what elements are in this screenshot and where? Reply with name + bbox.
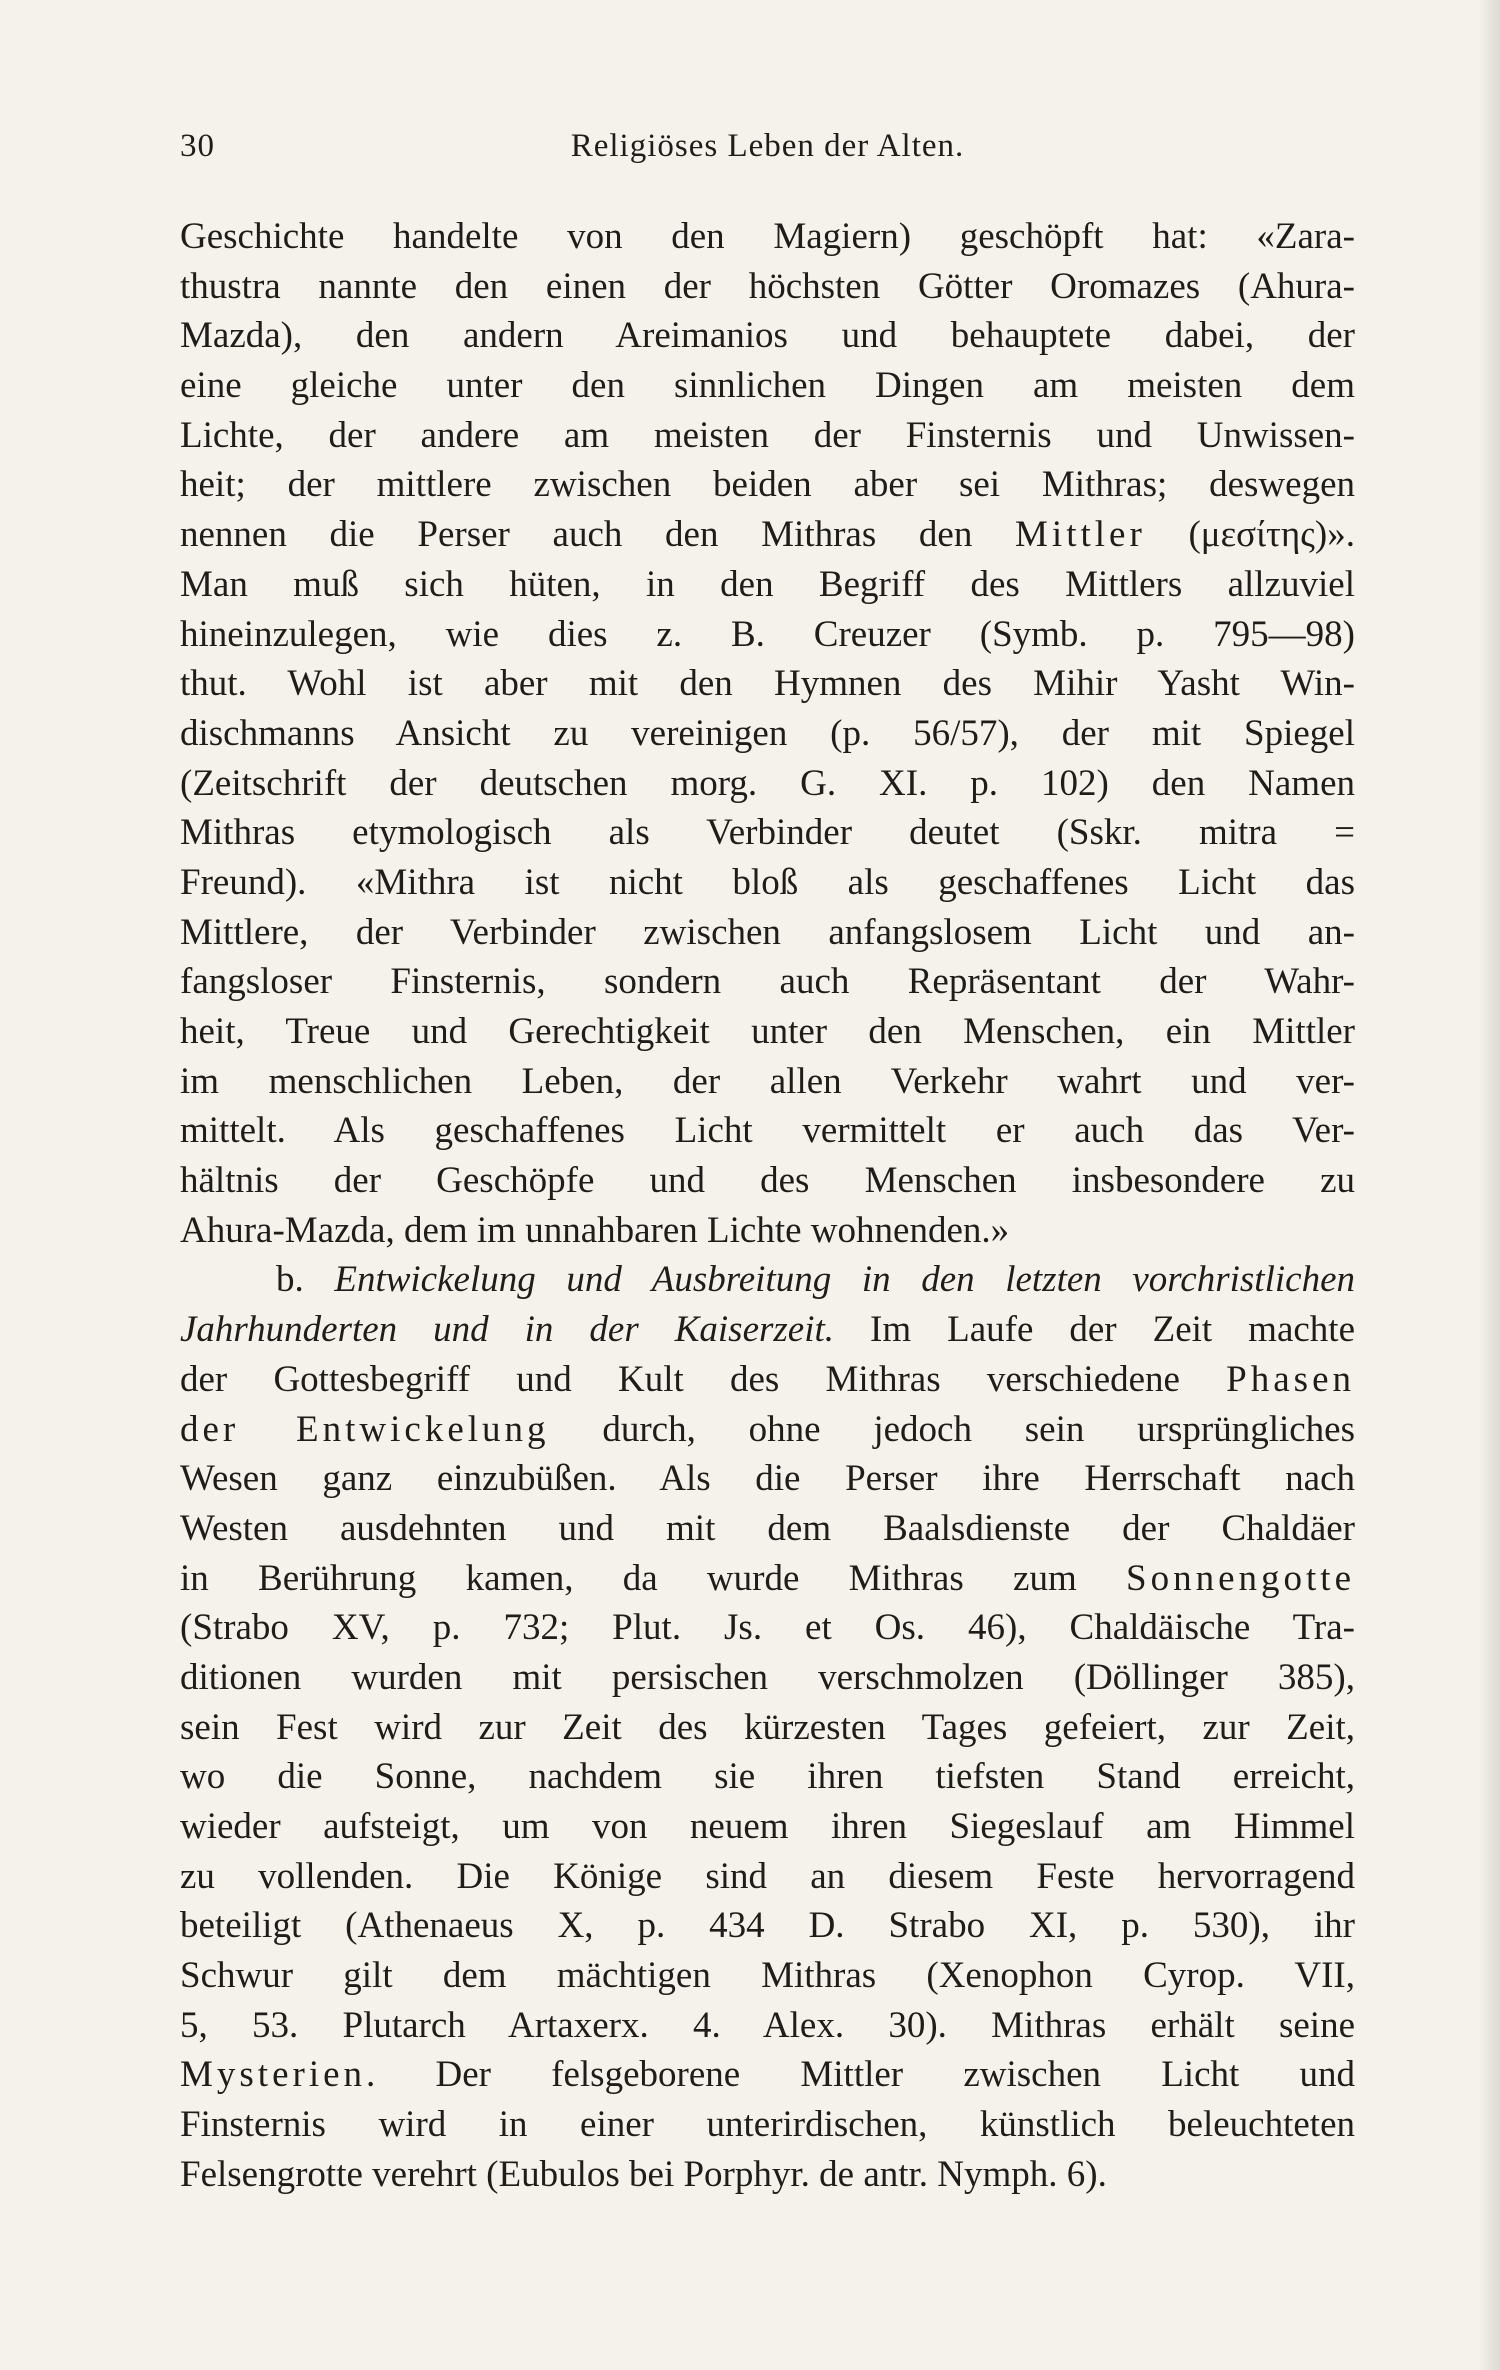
text-line: heit; der mittlere zwischen beiden aber sei Mithras; deswegen <box>180 464 1355 506</box>
text-line: heit, Treue und Gerechtigkeit unter den Menschen, ein Mittler <box>180 1011 1355 1052</box>
text-line: hineinzulegen, wie dies z. B. Creuzer (Symb. p. 795—98) <box>180 613 1355 655</box>
text-line: Ahura-Mazda, dem im unnahbaren Lichte wohnenden.» <box>180 1209 1010 1251</box>
spaced-term: Mysterien <box>180 2054 367 2096</box>
text-line: Mazda), den andern Areimanios und behauptete dabei, der <box>180 315 1355 357</box>
text-line: Jahrhunderten und in der Kaiserzeit. Im Laufe der Zeit machte <box>180 1309 1355 1351</box>
text-line: der Entwickelung durch, ohne jedoch sein ursprüngliches <box>180 1408 1355 1450</box>
text-line: fangsloser Finsternis, sondern auch Repräsentant der Wahr- <box>180 961 1355 1003</box>
text-line: Freund). «Mithra ist nicht bloß als geschaffenes Licht das <box>180 861 1355 903</box>
text-line: 5, 53. Plutarch Artaxerx. 4. Alex. 30). Mithras erhält seine <box>180 2004 1355 2046</box>
page-edge-shadow <box>1478 0 1500 2370</box>
running-title: Religiöses Leben der Alten. <box>570 128 965 164</box>
text-line: in Berührung kamen, da wurde Mithras zum Sonnengotte <box>180 1557 1355 1599</box>
text-line: eine gleiche unter den sinnlichen Dingen am meisten dem <box>180 365 1355 407</box>
italic-heading: Jahrhunderten und in der Kaiserzeit. <box>180 1309 835 1351</box>
body-text <box>180 212 1355 2200</box>
text-line: Wesen ganz einzubüßen. Als die Perser ihre Herrschaft nach <box>180 1458 1355 1500</box>
text-line: mittelt. Als geschaffenes Licht vermittelt er auch das Ver- <box>180 1110 1355 1152</box>
text-line: beteiligt (Athenaeus X, p. 434 D. Strabo XI, p. 530), ihr <box>180 1905 1355 1947</box>
text-line: (Zeitschrift der deutschen morg. G. XI. p. 102) den Namen <box>180 762 1355 804</box>
text-line: Mittlere, der Verbinder zwischen anfangslosem Licht und an- <box>180 911 1355 953</box>
text-line: nennen die Perser auch den Mithras den Mittler (μεσίτης)». <box>180 514 1355 556</box>
spaced-term: der Entwickelung <box>180 1408 550 1450</box>
text-line: (Strabo XV, p. 732; Plut. Js. et Os. 46), Chaldäische Tra- <box>180 1607 1355 1649</box>
text-line: der Gottesbegriff und Kult des Mithras verschiedene Phasen <box>180 1358 1355 1400</box>
page-number: 30 <box>180 128 215 164</box>
text-line: Finsternis wird in einer unterirdischen, künstlich beleuchteten <box>180 2104 1355 2146</box>
text-line: dischmanns Ansicht zu vereinigen (p. 56/57), der mit Spiegel <box>180 712 1355 754</box>
text-line: sein Fest wird zur Zeit des kürzesten Tages gefeiert, zur Zeit, <box>180 1706 1355 1748</box>
section-heading-line: b. Entwickelung und Ausbreitung in den letzten vorchristlichen <box>276 1259 1355 1301</box>
text-line: Schwur gilt dem mächtigen Mithras (Xenophon Cyrop. VII, <box>180 1955 1355 1997</box>
text-line: thustra nannte den einen der höchsten Götter Oromazes (Ahura- <box>180 265 1355 307</box>
text-line: Mysterien. Der felsgeborene Mittler zwischen Licht und <box>180 2054 1355 2096</box>
spaced-term: Mittler <box>1015 514 1146 556</box>
text-line: Geschichte handelte von den Magiern) geschöpft hat: «Zara- <box>180 216 1355 257</box>
text-line: Felsengrotte verehrt (Eubulos bei Porphyr. de antr. Nymph. 6). <box>180 2153 1107 2195</box>
text-line: ditionen wurden mit persischen verschmolzen (Döllinger 385), <box>180 1656 1355 1698</box>
italic-heading: Entwickelung und Ausbreitung in den letzten vorchristlichen <box>334 1259 1355 1301</box>
text-line: Westen ausdehnten und mit dem Baalsdienste der Chaldäer <box>180 1507 1355 1549</box>
text-line: thut. Wohl ist aber mit den Hymnen des Mihir Yasht Win- <box>180 663 1355 705</box>
spaced-term: Phasen <box>1226 1358 1355 1400</box>
text-line: Man muß sich hüten, in den Begriff des Mittlers allzuviel <box>180 563 1355 605</box>
text-line: zu vollenden. Die Könige sind an diesem Feste hervorragend <box>180 1855 1355 1897</box>
text-line: Mithras etymologisch als Verbinder deutet (Sskr. mitra = <box>180 812 1355 854</box>
text-line: im menschlichen Leben, der allen Verkehr wahrt und ver- <box>180 1060 1355 1102</box>
page-header <box>180 128 1355 178</box>
spaced-term: Sonnengotte <box>1126 1557 1355 1599</box>
text-line: wo die Sonne, nachdem sie ihren tiefsten Stand erreicht, <box>180 1756 1355 1798</box>
text-line: Lichte, der andere am meisten der Finsternis und Unwissen- <box>180 414 1355 456</box>
text-line: wieder aufsteigt, um von neuem ihren Siegeslauf am Himmel <box>180 1806 1355 1847</box>
text-line: hältnis der Geschöpfe und des Menschen insbesondere zu <box>180 1160 1355 1202</box>
